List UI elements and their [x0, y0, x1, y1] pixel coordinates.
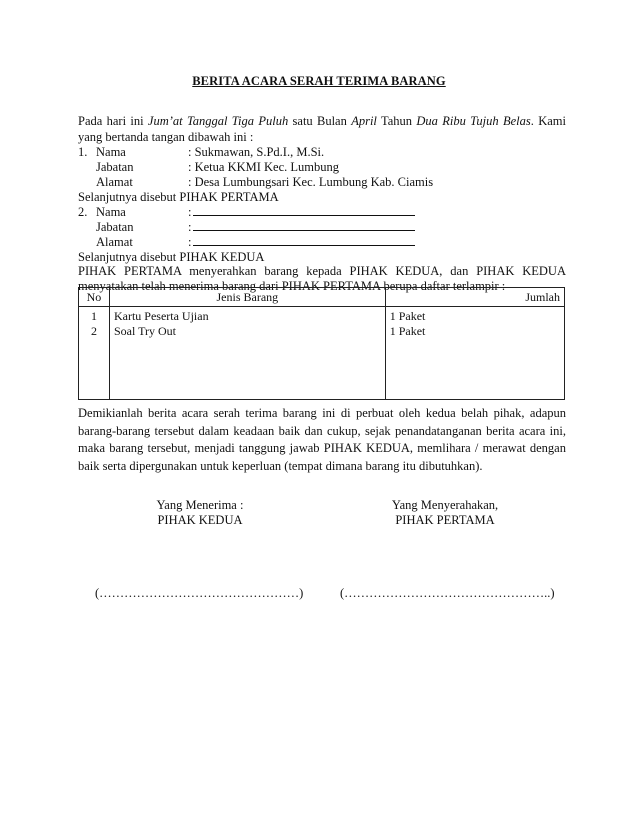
- item-quantity: 1 Paket: [389, 324, 426, 338]
- party1-name-value: : Sukmawan, S.Pd.I., M.Si.: [188, 145, 325, 159]
- cell-numbers: [79, 307, 110, 400]
- receiver-signature-line: (…………………………………………): [95, 586, 304, 600]
- giver-role: Yang Menyerahakan,: [391, 498, 499, 512]
- month: April: [351, 114, 377, 128]
- row-number: 1: [90, 309, 97, 323]
- opening-line-1: Pada hari ini Jum’at Tanggal Tiga Puluh satu Bulan April Tahun Dua Ribu Tujuh Belas. Kami: [78, 114, 566, 128]
- handover-line-2: menyatakan telah menerima barang dari PIHAK PERTAMA berupa daftar terlampir :: [78, 279, 506, 293]
- opening-paragraph: [78, 114, 566, 145]
- signature-receiver: [130, 498, 270, 528]
- party2-address-field: :: [188, 235, 415, 250]
- cell-quantities: [385, 307, 564, 400]
- item-name: Soal Try Out: [113, 324, 176, 338]
- party2-position-field: :: [188, 220, 415, 235]
- closing-paragraph: [78, 405, 566, 475]
- party1-number: 1.: [78, 145, 88, 159]
- signature-giver: [370, 498, 520, 528]
- closing-line: maka barang tersebut, menjadi tanggung jawab PIHAK KEDUA, memlihara / merawat dengan: [78, 441, 566, 455]
- party2-position-label: Jabatan: [96, 220, 134, 234]
- header-item-type: Jenis Barang: [109, 288, 385, 307]
- cell-items: [109, 307, 385, 400]
- table-header-row: [79, 288, 565, 307]
- day-phrase: Jum’at Tanggal Tiga Puluh: [147, 114, 289, 128]
- closing-line: baik serta dipergunakan untuk keperluan (tempat dimana barang itu dibutuhkan).: [78, 458, 483, 473]
- party2-designation: Selanjutnya disebut PIHAK KEDUA: [78, 250, 265, 264]
- closing-line: Demikianlah berita acara serah terima barang ini di perbuat oleh kedua belah pihak, adapun: [78, 406, 566, 420]
- blank-line: [193, 220, 415, 231]
- party2-number: 2.: [78, 205, 88, 219]
- table-body-row: [79, 307, 565, 400]
- year-phrase: Dua Ribu Tujuh Belas: [416, 114, 531, 128]
- item-name: Kartu Peserta Ujian: [113, 309, 209, 323]
- party2-name-label: Nama: [96, 205, 126, 219]
- closing-line: barang-barang tersebut dalam keadaan baik dan cukup, sejak penandatanganan berita acara ini,: [78, 423, 566, 438]
- document-title: BERITA ACARA SERAH TERIMA BARANG: [192, 74, 446, 88]
- opening-line-2: yang bertanda tangan dibawah ini :: [78, 129, 254, 144]
- receiver-party: PIHAK KEDUA: [157, 513, 243, 527]
- receiver-role: Yang Menerima :: [156, 498, 244, 512]
- item-quantity: 1 Paket: [389, 309, 426, 323]
- party1-address-value: : Desa Lumbungsari Kec. Lumbung Kab. Ciamis: [188, 175, 434, 189]
- giver-party: PIHAK PERTAMA: [395, 513, 495, 527]
- party2-name-field: :: [188, 205, 415, 220]
- items-table: [78, 287, 565, 400]
- blank-line: [193, 235, 415, 246]
- party1-address-label: Alamat: [96, 175, 133, 189]
- blank-line: [193, 205, 415, 216]
- header-no: No: [79, 288, 110, 307]
- party2-address-label: Alamat: [96, 235, 133, 249]
- row-number: 2: [90, 324, 97, 338]
- party1-name-label: Nama: [96, 145, 126, 159]
- party1-designation: Selanjutnya disebut PIHAK PERTAMA: [78, 190, 279, 204]
- header-quantity: Jumlah: [385, 288, 564, 307]
- party1-position-value: : Ketua KKMI Kec. Lumbung: [188, 160, 340, 174]
- party1-position-label: Jabatan: [96, 160, 134, 174]
- handover-line-1: PIHAK PERTAMA menyerahkan barang kepada PIHAK KEDUA, dan PIHAK KEDUA: [78, 264, 566, 278]
- giver-signature-line: (…………………………………………..): [340, 586, 555, 600]
